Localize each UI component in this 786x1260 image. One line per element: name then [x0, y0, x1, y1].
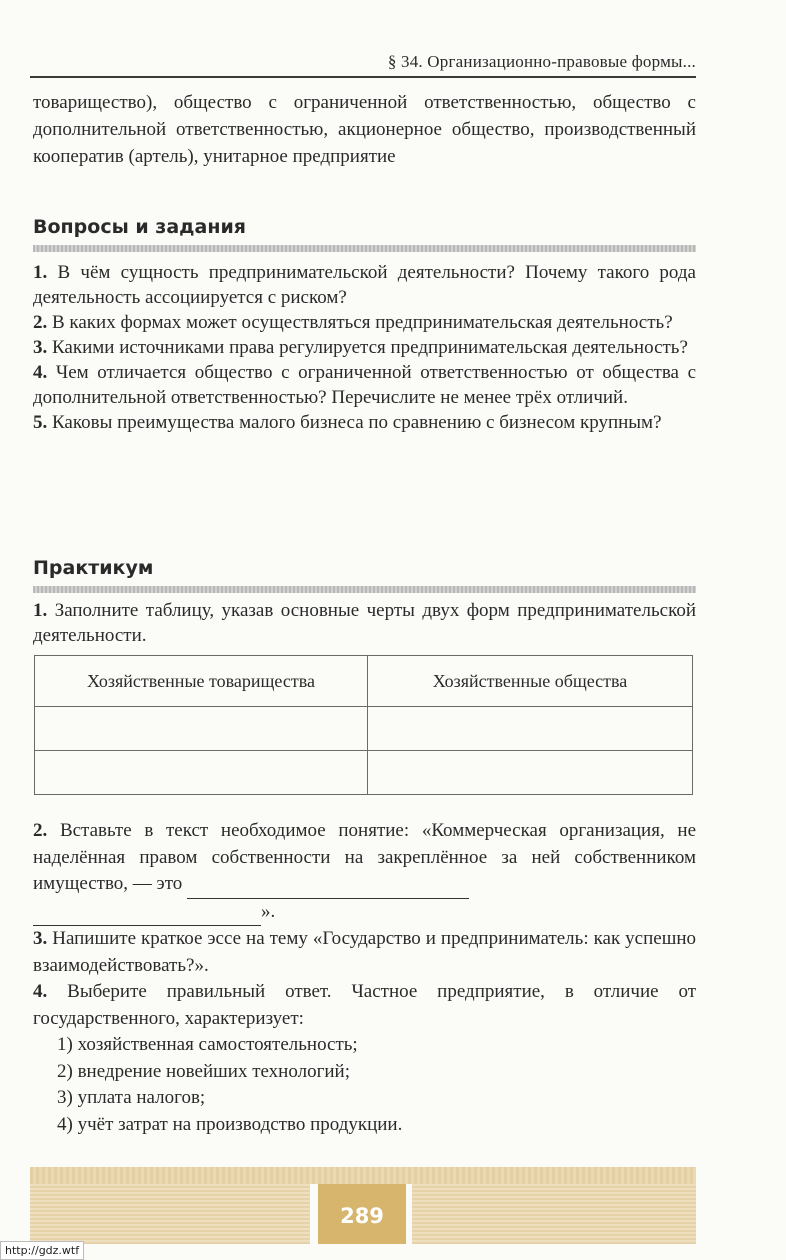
watermark-link[interactable]: http://gdz.wtf — [0, 1241, 84, 1260]
table-header-companies: Хозяйственные общества — [368, 656, 693, 707]
practice-tasks-2-4 — [33, 818, 696, 1138]
table-row — [35, 751, 693, 795]
question-text: В каких формах может осуществляться предпринимательская деятельность? — [52, 312, 673, 333]
footer-right-band — [412, 1184, 696, 1244]
task-text: Выберите правильный ответ. Частное предприятие, в отличие от государственного, характеризует: — [33, 981, 696, 1029]
question-text: В чём сущность предпринимательской деятельности? Почему такого рода деятельность ассоциируется с риском? — [33, 262, 696, 308]
question-number: 3. — [33, 337, 48, 358]
question-item — [33, 410, 696, 435]
questions-section-title: Вопросы и задания — [33, 216, 246, 238]
question-number: 2. — [33, 312, 48, 333]
task-text-ending: ». — [261, 900, 276, 922]
task-number: 1. — [33, 600, 48, 621]
table-cell-empty[interactable] — [368, 751, 693, 795]
answer-blank[interactable] — [187, 871, 469, 899]
question-number: 1. — [33, 262, 48, 283]
questions-list — [33, 260, 696, 435]
answer-option: 4) учёт затрат на производство продукции. — [57, 1113, 403, 1135]
task-number: 4. — [33, 981, 48, 1002]
question-text: Каковы преимущества малого бизнеса по сравнению с бизнесом крупным? — [52, 412, 662, 433]
table-cell-empty[interactable] — [35, 751, 368, 795]
practice-section-rule — [33, 586, 696, 593]
table-row — [35, 707, 693, 751]
page-number: 289 — [340, 1204, 384, 1228]
answer-blank-continued[interactable] — [33, 899, 261, 927]
task-text: Заполните таблицу, указав основные черты двух форм предпринимательской деятельности. — [33, 600, 696, 646]
footer-left-band — [30, 1184, 310, 1244]
footer-band — [30, 1167, 696, 1184]
task-number: 3. — [33, 928, 48, 949]
answer-option: 2) внедрение новейших технологий; — [57, 1060, 350, 1082]
task-number: 2. — [33, 820, 48, 841]
practice-task-4 — [33, 979, 696, 1032]
answer-option: 3) уплата налогов; — [57, 1087, 206, 1108]
table-cell-empty[interactable] — [368, 707, 693, 751]
question-text: Какими источниками права регулируется предпринимательская деятельность? — [52, 337, 688, 358]
question-text: Чем отличается общество с ограниченной ответственностью от общества с дополнительной ответственностью? Перечислите не менее трёх отличий. — [33, 362, 697, 408]
comparison-table — [34, 655, 693, 795]
question-number: 5. — [33, 412, 48, 433]
practice-task-3 — [33, 926, 696, 979]
question-item — [33, 360, 696, 410]
table-header-partnerships: Хозяйственные товарищества — [35, 656, 368, 707]
question-item — [33, 335, 696, 360]
practice-task-2 — [33, 818, 696, 926]
running-header-title: § 34. Организационно-правовые формы... — [387, 52, 696, 71]
table-cell-empty[interactable] — [35, 707, 368, 751]
question-item — [33, 310, 696, 335]
practice-task-1 — [33, 598, 696, 648]
answer-option: 1) хозяйственная самостоятельность; — [57, 1034, 358, 1055]
question-number: 4. — [33, 362, 48, 383]
question-item — [33, 260, 696, 310]
questions-section-rule — [33, 245, 696, 252]
task-text: Вставьте в текст необходимое понятие: «Коммерческая организация, не наделённая правом собственности на закреплённое за ней собственником имущество, — это — [33, 820, 696, 894]
intro-paragraph: товарищество), общество с ограниченной ответственностью, общество с дополнительной ответственностью, акционерное общество, производственный кооператив (артель), унитарное предприятие — [33, 92, 696, 167]
running-header — [30, 52, 696, 78]
practice-section-title: Практикум — [33, 557, 154, 579]
task-text: Напишите краткое эссе на тему «Государство и предприниматель: как успешно взаимодействовать?». — [33, 928, 696, 976]
